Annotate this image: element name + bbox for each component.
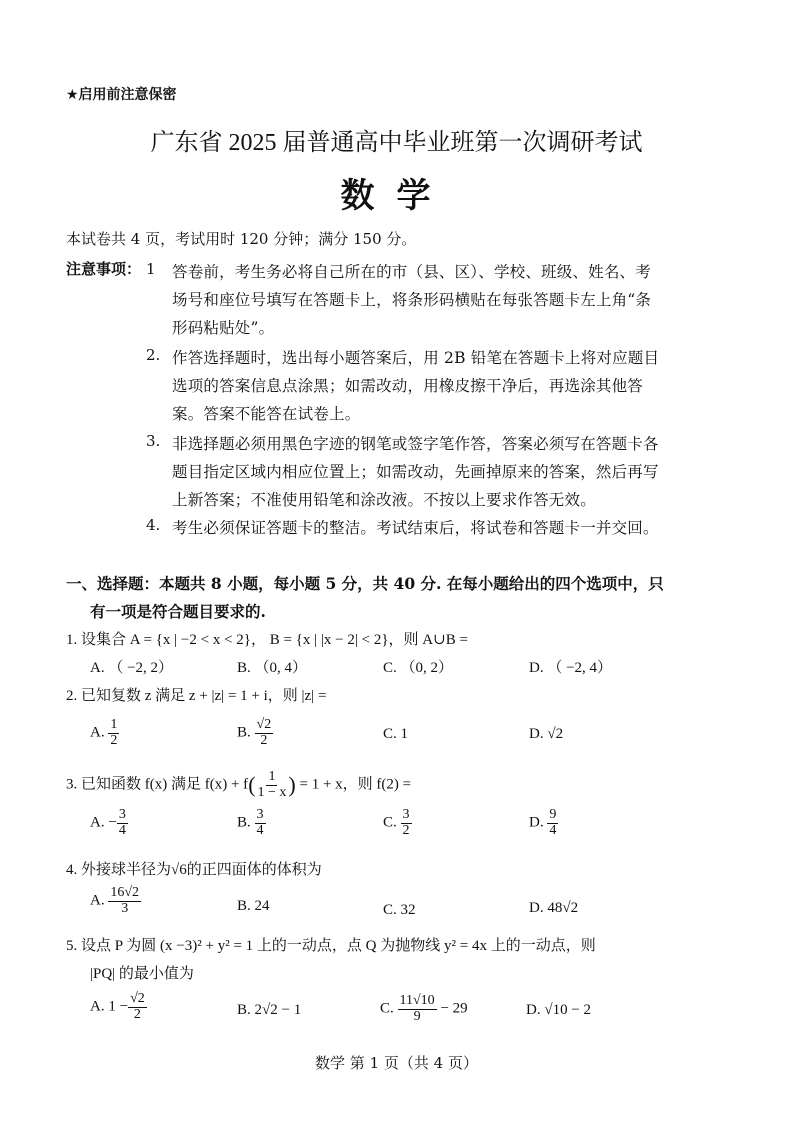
question-1-stem: 1. 设集合 A = {x | −2 < x < 2}， B = {x | |x − 2| < 2}，则 A∪B =	[66, 632, 468, 648]
option-letter: D.	[529, 814, 544, 831]
section-heading: 一、选择题：本题共 8 小题，每小题 5 分，共 40 分. 在每小题给出的四个选项中，只	[66, 574, 664, 593]
option-value: 1	[400, 726, 409, 742]
section-heading-cont: 有一项是符合题目要求的.	[90, 602, 266, 621]
option-letter: B.	[237, 898, 251, 914]
fraction-numerator: 9	[549, 807, 557, 822]
q1-option-b: B. （0, 4）	[237, 660, 308, 676]
q4-option-d	[529, 900, 578, 917]
q2-option-c	[383, 726, 408, 743]
note-line: 场号和座位号填写在答题卡上，将条形码横贴在每张答题卡左上角“条	[172, 291, 652, 309]
option-letter: C.	[383, 814, 397, 831]
fraction-numerator: 16√2	[110, 885, 140, 900]
note-line: 案。答案不能答在试卷上。	[172, 405, 361, 423]
q5-option-b	[237, 1002, 301, 1019]
option-suffix: − 29	[440, 1000, 468, 1017]
subject-title: 数学	[340, 176, 453, 216]
q3-option-d	[529, 808, 558, 838]
fraction	[108, 886, 141, 916]
notes-label: 注意事项：	[66, 260, 142, 278]
stem-text: = 1 + x，则 f(2) =	[299, 776, 412, 793]
fraction	[128, 992, 147, 1022]
note-number: 3.	[146, 432, 161, 450]
fraction-denominator: 9	[413, 1008, 421, 1024]
fraction-denominator: 2	[260, 732, 268, 748]
fraction-numerator: 3	[402, 807, 410, 822]
fraction-denominator: 4	[549, 822, 557, 838]
option-letter: D.	[526, 1002, 541, 1018]
fraction-denominator: 2	[110, 732, 118, 748]
q1-option-a: A. （ −2, 2）	[90, 660, 174, 676]
stem-text: 3. 已知函数 f(x) 满足 f(x) + f	[66, 776, 249, 793]
note-number: 1	[146, 260, 156, 278]
q3-option-c	[383, 808, 412, 838]
q1-option-d: D. （ −2, 4）	[529, 660, 613, 676]
option-value: 24	[254, 898, 270, 914]
option-letter: B.	[237, 1002, 251, 1018]
question-5-stem: 5. 设点 P 为圆 (x −3)² + y² = 1 上的一动点，点 Q 为抛物线 y² = 4x 上的一动点，则	[66, 938, 596, 954]
paren-left: (	[248, 772, 256, 798]
fraction-numerator: 1	[110, 717, 118, 732]
option-letter: B.	[237, 724, 251, 741]
fraction-denominator: 2	[133, 1006, 141, 1022]
option-letter: A.	[90, 814, 105, 831]
option-letter: A.	[90, 724, 105, 741]
fraction-numerator: 11√10	[399, 993, 435, 1008]
note-line: 选项的答案信息点涂黑；如需改动，用橡皮擦干净后，再选涂其他答	[172, 377, 644, 395]
option-value: √10 − 2	[544, 1002, 592, 1018]
q2-option-a	[90, 718, 119, 748]
option-letter: B.	[237, 814, 251, 831]
fraction	[255, 808, 266, 838]
note-line: 上新答案；不准使用铅笔和涂改液。不按以上要求作答无效。	[172, 491, 596, 509]
note-line: 非选择题必须用黑色字迹的钢笔或签字笔作答，答案必须写在答题卡各	[172, 435, 659, 453]
fraction-numerator: 1	[268, 769, 276, 784]
option-letter: C.	[383, 902, 397, 918]
note-number: 4.	[146, 516, 161, 534]
q5-option-d	[526, 1002, 591, 1019]
note-line: 考生必须保证答题卡的整洁。考试结束后，将试卷和答题卡一并交回。	[172, 519, 659, 537]
note-line: 答卷前，考生务必将自己所在的市（县、区）、学校、班级、姓名、考	[172, 263, 651, 281]
option-letter: D.	[529, 900, 544, 916]
fraction-denominator: 2	[402, 822, 410, 838]
fraction	[108, 718, 119, 748]
fraction-denominator: 4	[118, 822, 126, 838]
question-2-stem: 2. 已知复数 z 满足 z + |z| = 1 + i，则 |z| =	[66, 688, 327, 704]
fraction	[256, 770, 289, 800]
fraction-denominator: 1 − x	[257, 784, 287, 800]
option-letter: D.	[529, 726, 544, 742]
q5-option-a	[90, 992, 147, 1022]
fraction-denominator: 3	[121, 900, 129, 916]
fraction	[398, 994, 437, 1024]
option-value: 48√2	[547, 900, 579, 916]
question-4-stem: 4. 外接球半径为√6的正四面体的体积为	[66, 862, 322, 878]
note-line: 题目指定区域内相应位置上；如需改动，先画掉原来的答案，然后再写	[172, 463, 659, 481]
question-3-stem	[66, 770, 411, 800]
fraction	[547, 808, 558, 838]
fraction	[401, 808, 412, 838]
q4-option-c	[383, 902, 416, 919]
q4-option-b	[237, 898, 270, 915]
q5-option-c	[380, 994, 468, 1024]
fraction-numerator: √2	[130, 991, 145, 1006]
option-letter: C.	[383, 726, 397, 742]
q3-option-b	[237, 808, 266, 838]
option-value: 2√2 − 1	[254, 1002, 302, 1018]
option-value: √2	[547, 726, 564, 742]
q4-option-a	[90, 886, 141, 916]
fraction	[255, 718, 274, 748]
fraction-numerator: 3	[118, 807, 126, 822]
fraction-denominator: 4	[256, 822, 264, 838]
fraction	[117, 808, 128, 838]
exam-title: 广东省 2025 届普通高中毕业班第一次调研考试	[150, 130, 643, 156]
exam-intro: 本试卷共 4 页，考试用时 120 分钟；满分 150 分。	[66, 230, 417, 248]
option-value: 32	[400, 902, 416, 918]
q1-option-c: C. （0, 2）	[383, 660, 454, 676]
q3-option-a	[90, 808, 128, 838]
option-letter: C.	[380, 1000, 394, 1017]
paren-right: )	[288, 772, 296, 798]
q2-option-b	[237, 718, 273, 748]
q2-option-d	[529, 726, 563, 743]
note-line: 作答选择题时，选出每小题答案后，用 2B 铅笔在答题卡上将对应题目	[172, 349, 660, 367]
fraction-numerator: √2	[256, 717, 272, 732]
option-letter: A.	[90, 998, 105, 1015]
minus-sign: −	[108, 814, 117, 831]
note-line: 形码粘贴处”。	[172, 319, 275, 337]
question-5-stem-cont: |PQ| 的最小值为	[90, 966, 194, 982]
confidential-label: ★启用前注意保密	[66, 87, 177, 103]
fraction-numerator: 3	[256, 807, 264, 822]
option-prefix: 1 −	[108, 998, 129, 1015]
note-number: 2.	[146, 346, 161, 364]
page-footer: 数学 第 1 页（共 4 页）	[315, 1054, 478, 1072]
option-letter: A.	[90, 892, 105, 909]
